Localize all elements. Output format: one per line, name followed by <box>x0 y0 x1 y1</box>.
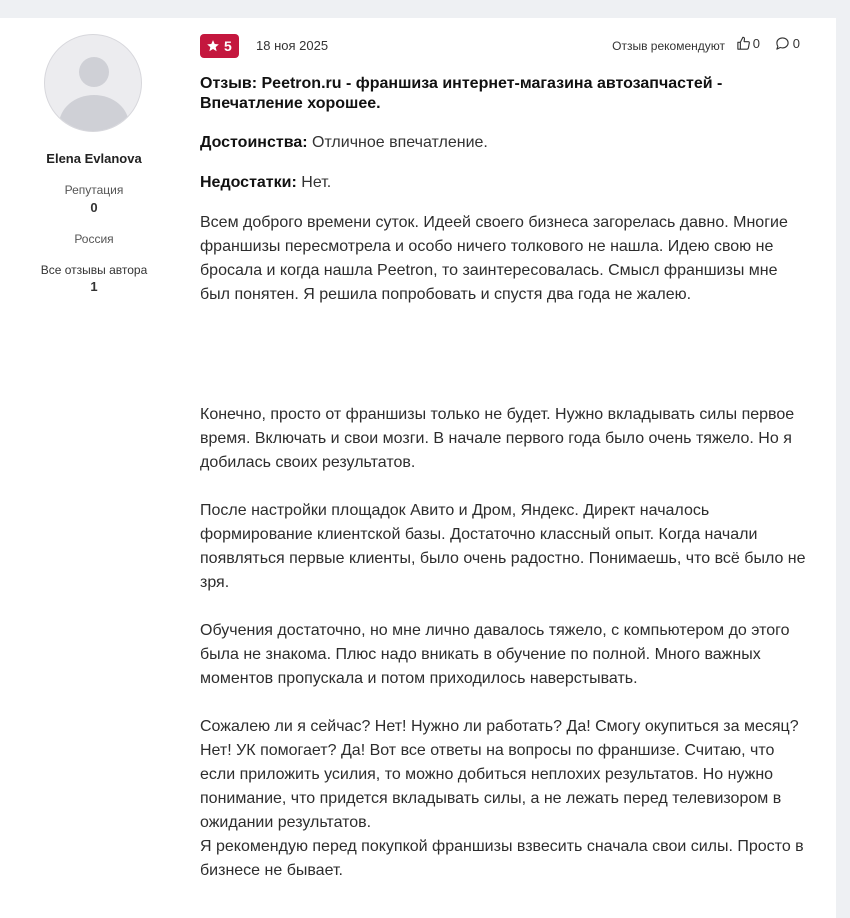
avatar-placeholder-body <box>59 95 129 132</box>
avatar-placeholder-head <box>79 57 109 87</box>
reputation-value: 0 <box>90 200 98 215</box>
page-top-strip <box>0 0 850 18</box>
reputation-label: Репутация <box>64 183 124 197</box>
rating-value: 5 <box>224 38 232 54</box>
star-icon <box>206 39 220 53</box>
review-date: 18 ноя 2025 <box>256 38 329 53</box>
pros-section <box>200 131 800 155</box>
all-reviews-link[interactable]: Все отзывы автора <box>40 263 148 277</box>
avatar[interactable] <box>44 34 142 132</box>
cons-label: Недостатки: <box>200 174 297 191</box>
review-paragraph: Я рекомендую перед покупкой франшизы взвесить сначала свои силы. Просто в бизнесе не бывает. <box>200 838 804 879</box>
all-reviews-count[interactable]: 1 <box>90 279 98 294</box>
likes-count: 0 <box>752 36 760 51</box>
thumbs-up-icon <box>736 36 751 51</box>
pros-label: Достоинства: <box>200 134 308 151</box>
rating-badge <box>200 34 239 58</box>
review-paragraph: Сожалею ли я сейчас? Нет! Нужно ли работать? Да! Смогу окупиться за месяц? Нет! УК помогает? Да! Вот все ответы на вопросы по франшизе. Считаю, что если приложить усилия, то можно добиться неплохих результатов. Но нужно понимание, что придется вкладывать силы, а не лежать перед телевизором в ожидании результатов. <box>200 718 799 831</box>
author-name[interactable]: Elena Evlanova <box>46 151 142 166</box>
pros-text: Отличное впечатление. <box>312 134 488 151</box>
author-country: Россия <box>74 232 114 246</box>
review-card <box>0 18 836 918</box>
review-meta <box>200 34 800 58</box>
review-title: Отзыв: Peetron.ru - франшиза интернет-магазина автозапчастей - Впечатление хорошее. <box>200 75 723 112</box>
review-paragraph: Обучения достаточно, но мне лично давалось тяжело, с компьютером до этого была не знакома. Плюс надо вникать в обучение по полной. Много важных моментов пропускала и потом приходилось наверстывать. <box>200 622 790 687</box>
review-paragraph: Всем доброго времени суток. Идеей своего бизнеса загорелась давно. Многие франшизы пересмотрела и особо ничего толкового не нашла. Идею свою не бросала и когда нашла Peetron, то заинтересовалась. Смысл франшизы мне был понятен. Я решила попробовать и спустя два года не жалею. <box>200 214 788 303</box>
review-paragraph: Конечно, просто от франшизы только не будет. Нужно вкладывать силы первое время. Включать и свои мозги. В начале первого года было очень тяжело. Но я добилась своих результатов. <box>200 406 795 471</box>
like-button[interactable] <box>736 36 760 51</box>
review-paragraph: После настройки площадок Авито и Дром, Яндекс. Директ началось формирование клиентской базы. Достаточно классный опыт. Когда начали появляться первые клиенты, было очень радостно. Понимаешь, что всё было не зря. <box>200 502 806 591</box>
comments-count: 0 <box>792 36 800 51</box>
comment-icon <box>775 36 790 51</box>
recommended-label: Отзыв рекомендуют <box>612 39 725 53</box>
cons-section <box>200 171 800 195</box>
cons-text: Нет. <box>301 174 332 191</box>
comments-button[interactable] <box>775 36 800 51</box>
